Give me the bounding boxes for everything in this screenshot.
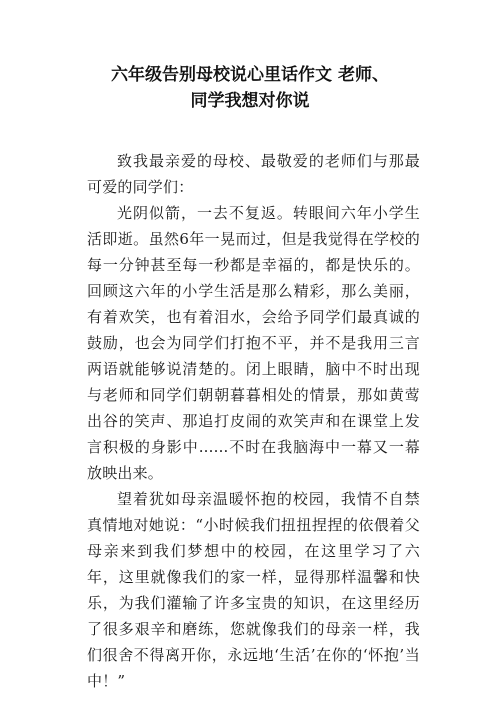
title-line-1: 六年级告别母校说心里话作文 老师、 [111, 65, 389, 85]
paragraph-memories: 光阴似箭，一去不复返。转眼间六年小学生活即逝。虽然6年一晃而过，但是我觉得在学校的每一分钟甚至每一秒都是幸福的，都是快乐的。回顾这六年的小学生活是那么精彩，那么美丽，有着欢笑，也有着泪水，会给予同学们最真诚的鼓励，也会为同学们打抱不平，并不是我用三言两语就能够说清楚的。闭上眼睛，脑中不时出现与老师和同学们朝朝暮暮相处的情景，那如黄莺出谷的笑声、那追打皮闹的欢笑声和在课堂上发言积极的身影中......不时在我脑海中一幕又一幕放映出来。 [87, 204, 420, 482]
document-title [60, 62, 440, 114]
paragraph-greeting: 致我最亲爱的母校、最敬爱的老师们与那最可爱的同学们： [87, 152, 420, 196]
title-line-2: 同学我想对你说 [190, 91, 310, 111]
paragraph-farewell: 望着犹如母亲温暖怀抱的校园，我情不自禁真情地对她说：“小时候我们扭扭捏捏的依偎着父母亲来到我们梦想中的校园，在这里学习了六年，这里就像我们的家一样，显得那样温馨和快乐，为我们灌输了许多宝贵的知识，在这里经历了很多艰辛和磨练，您就像我们的母亲一样，我们很舍不得离开你，永远地‘生活’在你的‘怀抱’当中！” [87, 490, 420, 690]
document-body [87, 148, 420, 694]
